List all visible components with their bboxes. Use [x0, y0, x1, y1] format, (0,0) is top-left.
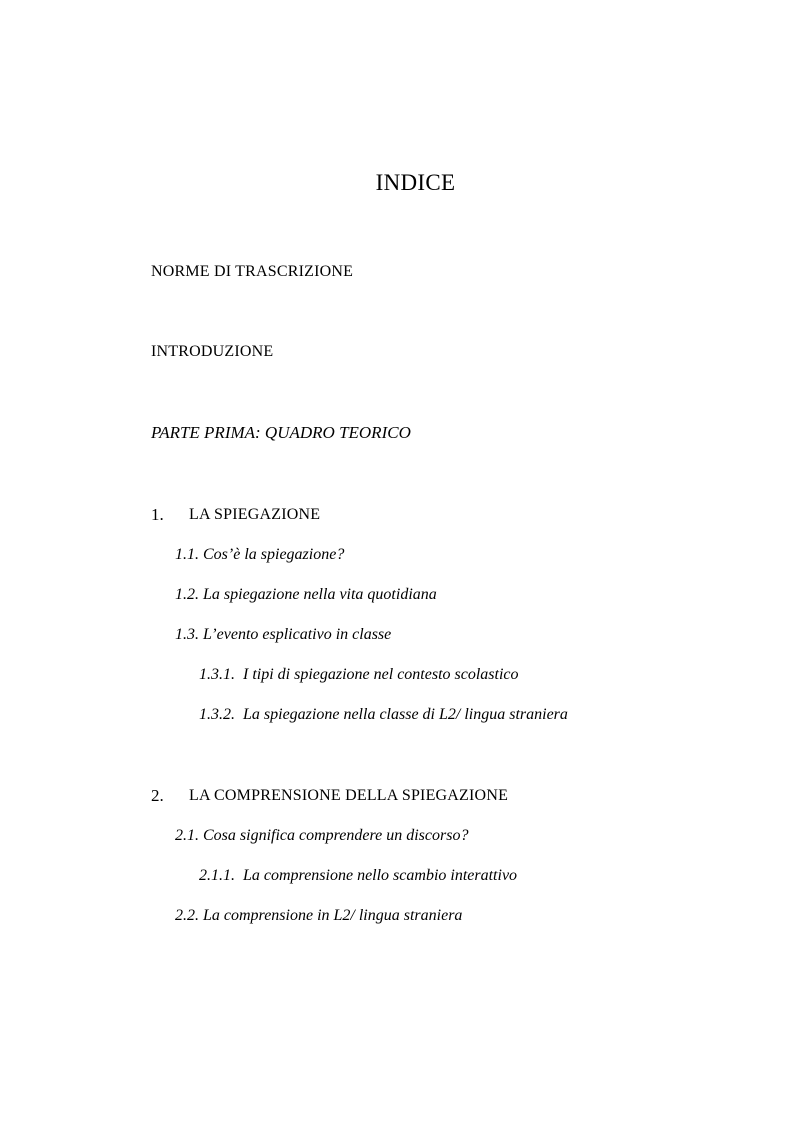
page-title: INDICE — [375, 170, 456, 195]
subsection-title: I tipi di spiegazione nel contesto scolastico — [243, 666, 519, 683]
section-title: La comprensione in L2/ lingua straniera — [203, 907, 463, 924]
section-title: Cosa significa comprendere un discorso? — [203, 827, 469, 844]
subsection-title: La comprensione nello scambio interattivo — [243, 867, 518, 884]
toc-entry-norme-di-trascrizione[interactable]: NORME DI TRASCRIZIONE — [151, 263, 354, 280]
toc-section-2-1[interactable] — [175, 826, 468, 846]
subsection-number: 1.3.2. — [199, 706, 235, 723]
toc-section-1-3[interactable] — [175, 625, 391, 645]
section-title: La spiegazione nella vita quotidiana — [203, 586, 437, 603]
section-number: 1.2. — [175, 586, 199, 603]
subsection-number: 1.3.1. — [199, 666, 235, 683]
chapter-number: 2. — [151, 786, 164, 805]
section-number: 2.2. — [175, 907, 199, 924]
toc-subsection-2-1-1[interactable] — [199, 866, 517, 886]
toc-entry-introduzione[interactable]: INTRODUZIONE — [151, 343, 274, 360]
toc-part-heading[interactable]: PARTE PRIMA: QUADRO TEORICO — [151, 423, 411, 442]
chapter-title: LA SPIEGAZIONE — [189, 506, 321, 523]
chapter-title: LA COMPRENSIONE DELLA SPIEGAZIONE — [189, 787, 509, 804]
section-number: 2.1. — [175, 827, 199, 844]
subsection-number: 2.1.1. — [199, 867, 235, 884]
section-number: 1.1. — [175, 546, 199, 563]
toc-section-2-2[interactable] — [175, 906, 462, 926]
section-title: Cos’è la spiegazione? — [203, 546, 345, 563]
toc-section-1-1[interactable] — [175, 545, 344, 565]
toc-section-1-2[interactable] — [175, 585, 437, 605]
section-number: 1.3. — [175, 626, 199, 643]
toc-subsection-1-3-1[interactable] — [199, 665, 519, 685]
subsection-title: La spiegazione nella classe di L2/ lingua straniera — [243, 706, 568, 723]
toc-subsection-1-3-2[interactable] — [199, 705, 568, 725]
chapter-number: 1. — [151, 505, 164, 524]
section-title: L’evento esplicativo in classe — [203, 626, 392, 643]
